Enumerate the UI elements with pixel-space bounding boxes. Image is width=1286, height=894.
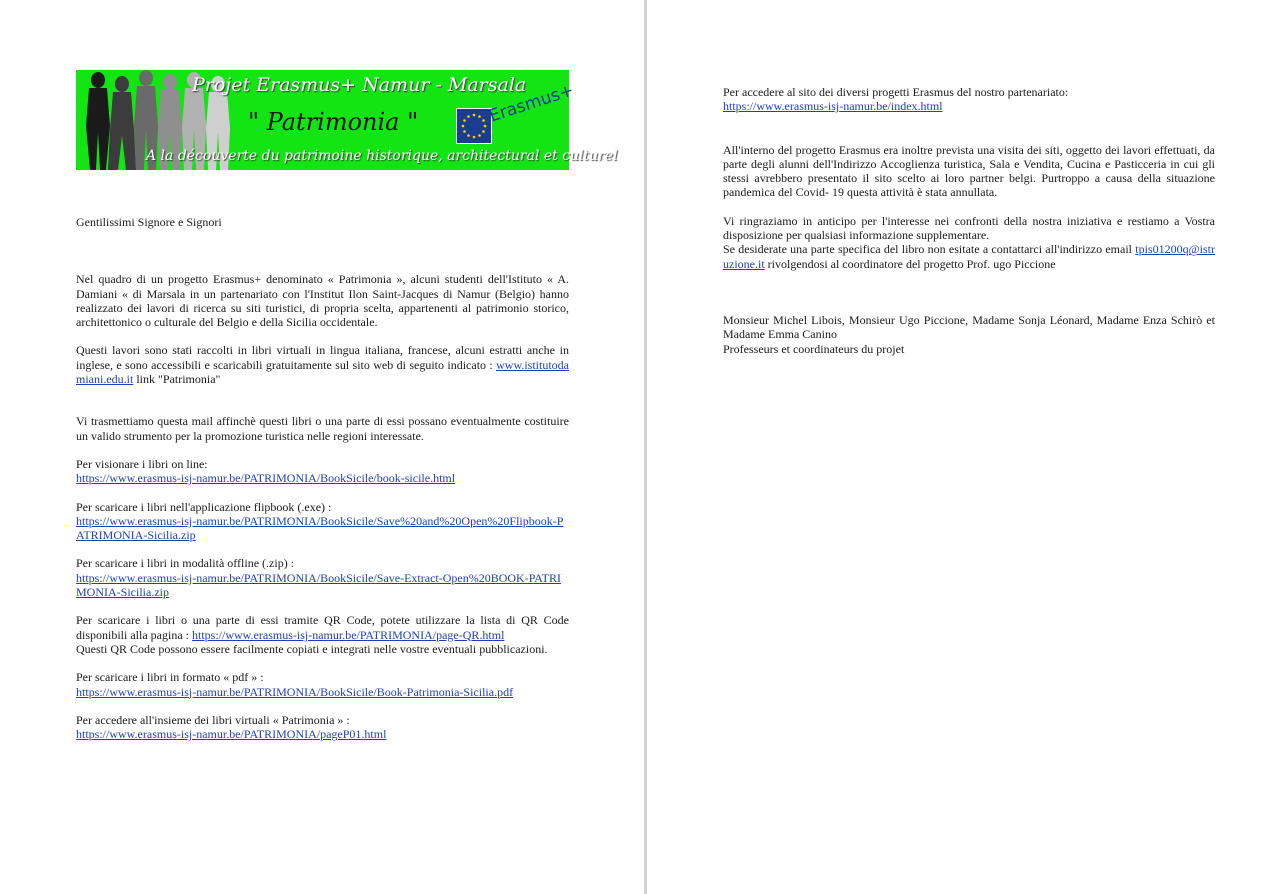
zip-download-link[interactable]: https://www.erasmus-isj-namur.be/PATRIMONIA/BookSicile/Save-Extract-Open%20BOOK-PATRIMONIA-Sicilia.zip	[76, 570, 561, 600]
banner-patrimonia-title: " Patrimonia "	[248, 108, 419, 136]
contact-paragraph: Se desiderate una parte specifica del libro non esitate a contattarci all'indirizzo email tpis01200q@istruzione.it rivolgendosi al coordinatore del progetto Prof. ugo Piccione	[723, 242, 1215, 271]
pdf-download-link[interactable]: https://www.erasmus-isj-namur.be/PATRIMONIA/BookSicile/Book-Patrimonia-Sicilia.pdf	[76, 684, 514, 699]
site-label: Per accedere al sito dei diversi progetti Erasmus del nostro partenariato:	[723, 85, 1069, 99]
transmit-paragraph: Vi trasmettiamo questa mail affinchè questi libri o una parte di essi possano eventualmente costituire un valido strumento per la promozione turistica nelle regioni interessate.	[76, 414, 569, 443]
greeting: Gentilissimi Signore e Signori	[76, 215, 222, 229]
partnership-site-link[interactable]: https://www.erasmus-isj-namur.be/index.html	[723, 99, 943, 114]
document-page-right	[647, 0, 1286, 894]
thanks-paragraph: Vi ringraziamo in anticipo per l'interesse nei confronti della nostra iniziativa e restiamo a Vostra disposizione per qualsiasi informazione supplementare.	[723, 213, 1215, 243]
signatories-role: Professeurs et coordinateurs du projet	[723, 341, 905, 356]
collected-paragraph: Questi lavori sono stati raccolti in libri virtuali in lingua italiana, francese, alcuni estratti anche in inglese, e sono accessibili e scaricabili gratuitamente sul sito web di seguito indicato : www.istitutodamiani.edu.it link "Patrimonia"	[76, 343, 569, 387]
qr-note: Questi QR Code possono essere facilmente copiati e integrati nelle vostre eventuali pubblicazioni.	[76, 641, 548, 656]
erasmus-logo-text: Erasmus+	[486, 80, 577, 127]
intro-paragraph: Nel quadro di un progetto Erasmus+ denominato « Patrimonia », alcuni studenti dell'Istituto « A. Damiani « di Marsala in un partenariato con l'Institut Ilon Saint-Jacques di Namur (Belgio) hanno realizzato dei lavori di ricerca su siti turistici, di propria scelta, appartenenti al patrimonio storico, architettonico o culturale del Belgio e della Sicilia occidentale.	[76, 272, 569, 330]
banner-project-title: Projet Erasmus+ Namur - Marsala	[192, 74, 527, 96]
qr-page-link[interactable]: https://www.erasmus-isj-namur.be/PATRIMONIA/page-QR.html	[191, 627, 505, 642]
qr-paragraph: Per scaricare i libri o una parte di essi tramite QR Code, potete utilizzare la lista di QR Code disponibili alla pagina : https://www.erasmus-isj-namur.be/PATRIMONIA/page-QR.html	[76, 613, 569, 642]
right-column	[723, 85, 1215, 356]
signatories: Monsieur Michel Libois, Monsieur Ugo Piccione, Madame Sonja Léonard, Madame Enza Schirò et Madame Emma Canino	[723, 312, 1215, 342]
flipbook-download-link[interactable]: https://www.erasmus-isj-namur.be/PATRIMONIA/BookSicile/Save%20and%20Open%20Flipbook-PATRIMONIA-Sicilia.zip	[76, 513, 564, 543]
istituto-damiani-link[interactable]: www.istitutodamiani.edu.it	[76, 357, 569, 387]
all-books-link[interactable]: https://www.erasmus-isj-namur.be/PATRIMONIA/pageP01.html	[76, 727, 387, 742]
banner-subtitle: A la découverte du patrimoine historique, architectural et culturel	[146, 148, 618, 164]
left-column	[76, 70, 618, 742]
zip-label: Per scaricare i libri in modalità offline (.zip) :	[76, 556, 295, 571]
all-books-label: Per accedere all'insieme dei libri virtuali « Patrimonia » :	[76, 712, 350, 727]
patrimonia-banner	[76, 70, 618, 170]
online-label: Per visionare i libri on line:	[76, 456, 208, 471]
pdf-label: Per scaricare i libri in formato « pdf » :	[76, 670, 264, 685]
eu-flag-icon	[456, 108, 492, 144]
online-books-link[interactable]: https://www.erasmus-isj-namur.be/PATRIMONIA/BookSicile/book-sicile.html	[76, 471, 456, 486]
contact-email-link[interactable]: tpis01200q@istruzione.it	[723, 242, 1215, 271]
flipbook-label: Per scaricare i libri nell'applicazione flipbook (.exe) :	[76, 499, 332, 514]
visit-paragraph: All'interno del progetto Erasmus era inoltre prevista una visita dei siti, oggetto dei lavori effettuati, da parte degli alunni dell'Indirizzo Accoglienza turistica, Sala e Vendita, Cucina e Pasticceria in cui gli stessi avrebbero presentato il sito scelto ai loro partner belgi. Purtroppo a causa della situazione pandemica del Covid- 19 questa attività è stata annullata.	[723, 142, 1215, 200]
